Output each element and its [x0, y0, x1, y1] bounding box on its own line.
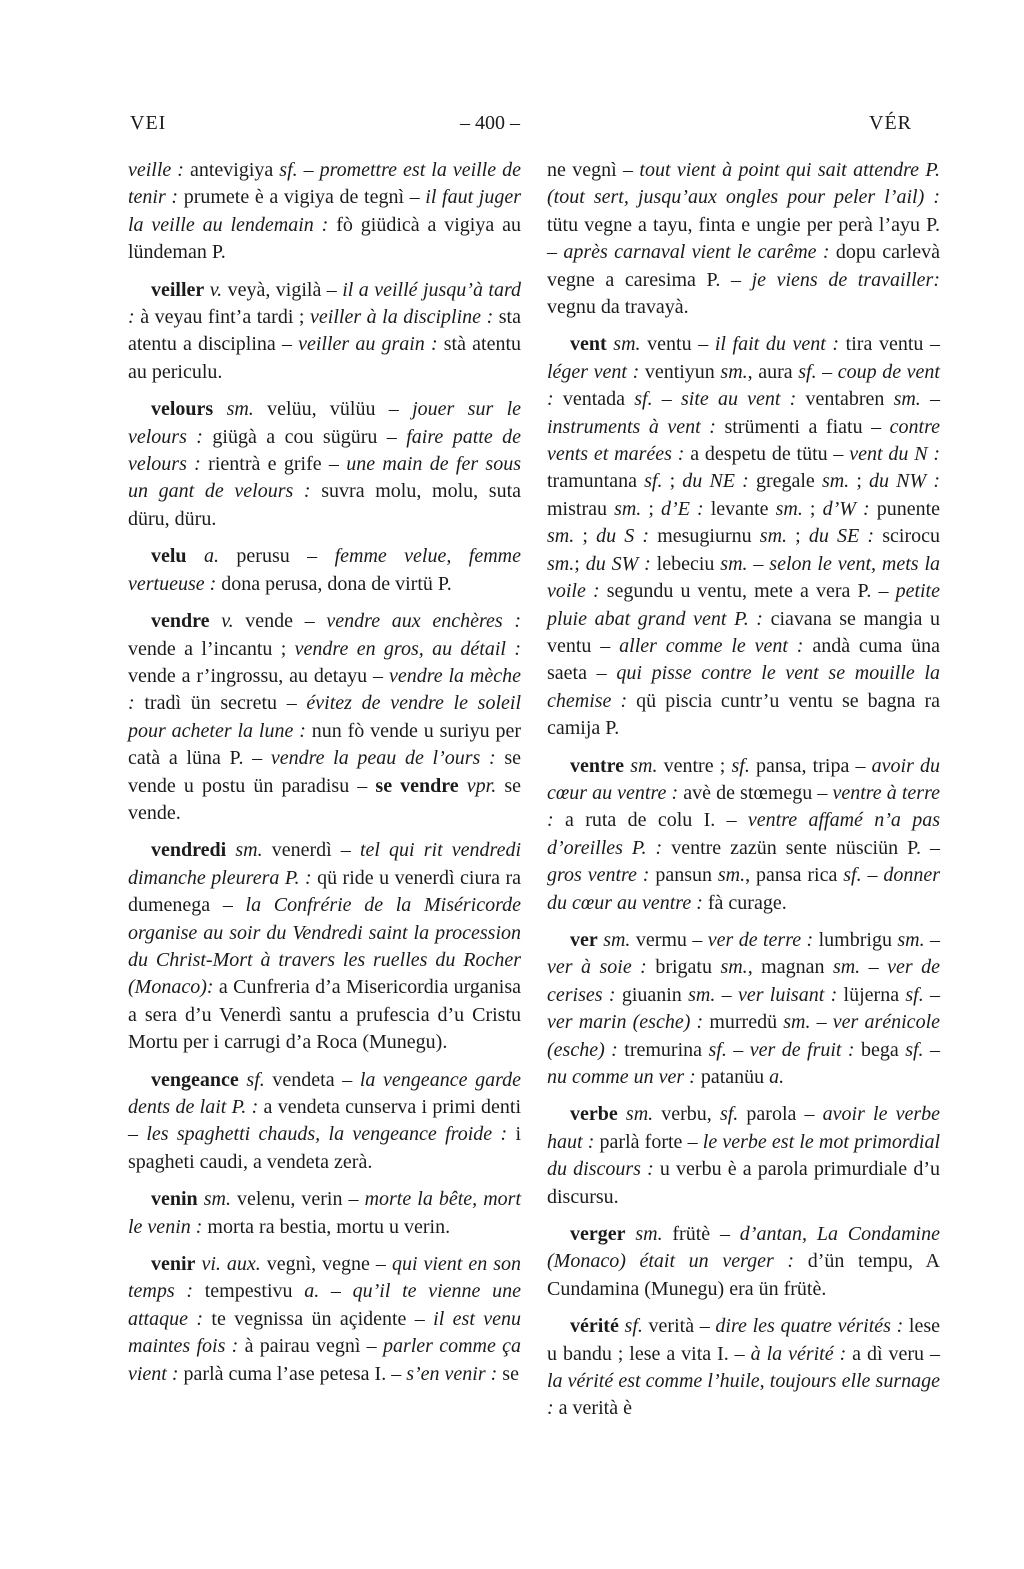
translation-text: ;: [802, 497, 823, 520]
italic-phrase: sm.: [688, 983, 716, 1006]
translation-text: ;: [574, 552, 586, 575]
translation-text: parlà cuma l’ase petesa I. –: [178, 1362, 407, 1385]
translation-text: velenu, verin –: [230, 1188, 365, 1211]
italic-phrase: vendre la mèche :: [128, 664, 521, 715]
italic-phrase: sf.: [905, 1038, 924, 1061]
translation-text: [210, 610, 222, 632]
headword: se vendre: [375, 774, 459, 797]
italic-phrase: vendre la peau de l’ours :: [270, 747, 496, 770]
italic-phrase: du SE :: [808, 525, 875, 548]
translation-text: a Cunfreria d’a Misericordia urganisa a sera d’u Venerdì santu a prufescia d’u Cristu Mortu per i carrugi d’a Roca (Munegu).: [128, 976, 521, 1054]
italic-phrase: sm.: [897, 928, 925, 951]
italic-phrase: à la vérité :: [750, 1342, 847, 1365]
translation-text: [459, 775, 467, 797]
italic-phrase: ver de fruit :: [749, 1038, 855, 1061]
italic-phrase: sm.: [821, 470, 850, 493]
dictionary-entry: [547, 753, 940, 917]
headword: venin: [151, 1188, 198, 1211]
italic-phrase: qui pisse contre le vent se mouille la chemise :: [547, 662, 940, 712]
italic-phrase: tel qui rit vendredi dimanche pleurera P. :: [128, 839, 521, 889]
italic-phrase: ver à soie :: [547, 956, 647, 979]
translation-text: qü piscia cuntr’u ventu se bagna ra camija P.: [547, 689, 940, 740]
italic-phrase: ver arénicole (esche) :: [547, 1011, 940, 1061]
page-number: – 400 –: [460, 112, 520, 134]
italic-phrase: vi. aux.: [201, 1253, 261, 1276]
translation-text: gregale: [748, 470, 822, 493]
headword: veiller: [151, 278, 205, 301]
italic-phrase: ver marin (esche) :: [547, 1011, 704, 1034]
headword: vent: [570, 333, 607, 356]
italic-phrase: sf.: [731, 754, 750, 777]
dictionary-entry: [128, 1067, 521, 1177]
italic-phrase: ventre à terre :: [547, 781, 940, 832]
italic-phrase: v.: [221, 610, 234, 633]
italic-phrase: qu’il te vienne une attaque :: [128, 1280, 521, 1330]
translation-text: à veyau fint’a tardi ;: [134, 306, 311, 329]
translation-text: giuanin: [615, 983, 689, 1006]
italic-phrase: veiller au grain :: [298, 333, 438, 356]
italic-phrase: qui vient en son temps :: [128, 1253, 522, 1303]
translation-text: tempestivu: [193, 1280, 305, 1303]
translation-text: i spagheti caudi, a vendeta zerà.: [128, 1123, 522, 1173]
translation-text: prumete è a vigiya de tegnì –: [178, 186, 426, 209]
translation-text: dopu carlevà vegne a caresima P. –: [547, 241, 940, 291]
translation-text: tira ventu –: [839, 333, 941, 356]
italic-phrase: le verbe est le mot primordial du discours :: [547, 1130, 941, 1181]
header-left-keyword: VEI: [130, 112, 167, 134]
italic-phrase: la Confrérie de la Miséricorde organise au soir du Vendredi saint la procession du Christ-Mort à travers les ruelles du Rocher (Monaco):: [128, 894, 521, 999]
italic-phrase: vendre en gros, au détail :: [294, 637, 521, 660]
translation-text: ;: [574, 525, 597, 548]
translation-text: strümenti a fiatu –: [715, 415, 890, 438]
translation-text: d’ün tempu, A Cundamina (Munegu) era ün frütè.: [547, 1250, 940, 1300]
italic-phrase: donner du cœur au ventre :: [547, 864, 940, 914]
italic-phrase: sm.: [893, 388, 921, 411]
translation-text: ;: [787, 525, 809, 548]
headword: venir: [151, 1253, 196, 1276]
translation-text: pansa, tripa –: [749, 754, 872, 777]
italic-phrase: d’antan, La Condamine (Monaco) était un verger :: [547, 1223, 940, 1273]
translation-text: bega: [854, 1038, 906, 1061]
italic-phrase: je viens de travailler:: [751, 268, 940, 291]
italic-phrase: veiller à la discipline :: [310, 306, 494, 329]
dictionary-entry: [547, 1101, 940, 1211]
translation-text: tradì ün secretu –: [134, 692, 307, 715]
italic-phrase: ver de terre :: [707, 928, 814, 951]
translation-text: vende –: [233, 610, 327, 633]
translation-text: morta ra bestia, mortu u verin.: [202, 1215, 451, 1238]
italic-phrase: sm.: [226, 398, 254, 421]
italic-phrase: il a veillé jusqu’à tard :: [128, 278, 522, 329]
italic-phrase: sm.: [547, 552, 575, 575]
italic-phrase: v.: [209, 278, 223, 301]
translation-text: , pansa rica: [745, 864, 844, 887]
italic-phrase: sf.: [634, 388, 653, 411]
translation-text: ;: [662, 470, 683, 493]
translation-text: [213, 398, 226, 420]
italic-phrase: promettre est la veille de tenir :: [128, 159, 521, 209]
italic-phrase: sf.: [798, 360, 817, 383]
right-column: [547, 157, 940, 1433]
italic-phrase: s’en venir :: [406, 1362, 498, 1385]
italic-phrase: coup de vent :: [547, 360, 940, 411]
translation-text: lumbrigu: [813, 928, 898, 951]
translation-text: tütu vegne a tayu, finta e ungie per perà l’ayu P. –: [547, 213, 940, 264]
dictionary-entry: [547, 1221, 940, 1303]
italic-phrase: parler comme ça vient :: [128, 1335, 521, 1385]
continuation-paragraph: [128, 157, 521, 267]
translation-text: –: [861, 864, 884, 887]
translation-text: ventiyun: [639, 360, 721, 383]
headword: velours: [151, 398, 214, 421]
italic-phrase: nu comme un ver :: [547, 1066, 696, 1088]
translation-text: mesugiurnu: [649, 525, 760, 548]
translation-text: –: [920, 388, 941, 411]
italic-phrase: d’W :: [822, 497, 870, 520]
translation-text: avè de stœmegu –: [678, 781, 833, 804]
headword: verger: [570, 1223, 626, 1246]
translation-text: ventada: [553, 388, 635, 411]
translation-text: vendeta –: [264, 1068, 360, 1091]
translation-text: ;: [849, 470, 870, 493]
translation-text: verbu,: [653, 1103, 720, 1126]
italic-phrase: veille :: [128, 159, 184, 181]
italic-phrase: avoir du cœur au ventre :: [547, 754, 941, 804]
translation-text: vende a r’ingrossu, au detayu –: [128, 664, 389, 687]
translation-text: –: [652, 388, 681, 411]
italic-phrase: selon le vent, mets la voile :: [547, 552, 941, 603]
text-columns: [128, 157, 940, 1433]
italic-phrase: sm.: [783, 1011, 811, 1034]
italic-phrase: du SW :: [585, 552, 651, 575]
italic-phrase: petite pluie abat grand vent P. :: [547, 580, 940, 630]
translation-text: veyà, vigilà –: [222, 278, 343, 301]
page-header: [128, 112, 940, 142]
headword: ventre: [570, 754, 625, 777]
italic-phrase: sf.: [905, 983, 924, 1006]
italic-phrase: sm.: [635, 1223, 663, 1246]
translation-text: vende a l’incantu ;: [128, 637, 295, 660]
italic-phrase: du NW :: [869, 470, 940, 493]
italic-phrase: sm.: [759, 525, 788, 548]
dictionary-entry: [547, 927, 940, 1091]
italic-phrase: une main de fer sous un gant de velours :: [128, 453, 521, 503]
translation-text: , magnan: [747, 956, 833, 979]
dictionary-entry: [128, 277, 521, 387]
italic-phrase: sf.: [708, 1038, 727, 1061]
translation-text: qü ride u venerdì ciura ra dumenega –: [128, 866, 522, 917]
translation-text: a vendeta cunserva i primi denti –: [128, 1096, 522, 1146]
translation-text: tremurina: [617, 1038, 709, 1061]
italic-phrase: sf.: [843, 864, 862, 887]
italic-phrase: tout vient à point qui sait attendre P. (tout sert, jusqu’aux ongles pour peler l’ail) :: [547, 159, 940, 209]
italic-phrase: aller comme le vent :: [619, 634, 804, 657]
translation-text: fà curage.: [702, 891, 787, 914]
italic-phrase: morte la bête, mort le venin :: [128, 1188, 522, 1238]
italic-phrase: instruments à vent :: [547, 415, 716, 438]
italic-phrase: sf.: [279, 159, 298, 181]
translation-text: –: [715, 983, 738, 1006]
italic-phrase: sm.: [775, 497, 803, 520]
translation-text: lüjerna: [837, 983, 906, 1006]
translation-text: –: [923, 983, 941, 1006]
italic-phrase: évitez de vendre le soleil pour acheter la lune :: [128, 692, 522, 742]
translation-text: [626, 1223, 636, 1245]
translation-text: [226, 839, 235, 861]
translation-text: ventre zazün sente nüsciün P. –: [662, 836, 940, 859]
translation-text: vegnì, vegne –: [260, 1253, 392, 1276]
translation-text: nun fò vende u suriyu per catà a lüna P. –: [128, 719, 522, 770]
translation-text: tramuntana: [547, 470, 645, 493]
translation-text: sta atentu a disciplina –: [128, 306, 521, 356]
translation-text: à pairau vegnì –: [238, 1335, 383, 1358]
translation-text: lese u bandu ; lese a vita I. –: [547, 1315, 941, 1365]
headword: vendre: [151, 610, 210, 633]
italic-phrase: sm.: [603, 928, 631, 951]
translation-text: velüu, vülüu –: [253, 398, 413, 421]
translation-text: –: [319, 1280, 353, 1303]
dictionary-entry: [128, 396, 521, 533]
translation-text: fò giüdicà a vigiya au lündeman P.: [128, 213, 521, 264]
italic-phrase: ver de cerises :: [547, 956, 941, 1006]
translation-text: segundu u ventu, mete a vera P. –: [599, 580, 896, 603]
translation-text: –: [297, 159, 320, 181]
italic-phrase: ver luisant :: [737, 983, 838, 1006]
italic-phrase: sm.: [717, 864, 746, 887]
translation-text: punente: [869, 497, 941, 520]
dictionary-entry: [547, 331, 940, 742]
dictionary-entry: [547, 1313, 940, 1423]
translation-text: levante: [703, 497, 776, 520]
italic-phrase: ventre affamé n’a pas d’oreilles P. :: [547, 809, 940, 859]
translation-text: a dì veru –: [846, 1342, 940, 1365]
translation-text: –: [810, 1011, 833, 1034]
translation-text: se: [497, 1362, 519, 1385]
translation-text: se vende u postu ün paradisu –: [128, 747, 521, 797]
translation-text: vermu –: [630, 928, 708, 951]
translation-text: , aura: [747, 360, 799, 383]
italic-phrase: les spaghetti chauds, la vengeance froide :: [146, 1123, 508, 1146]
translation-text: –: [816, 360, 838, 383]
italic-phrase: contre vents et marées :: [547, 415, 940, 466]
italic-phrase: sf.: [624, 1315, 643, 1338]
translation-text: ciavana se mangia u ventu –: [547, 607, 940, 657]
italic-phrase: avoir le verbe haut :: [547, 1103, 940, 1153]
translation-text: ventre ;: [657, 754, 732, 777]
headword: velu: [151, 545, 187, 568]
dictionary-entry: [128, 608, 521, 827]
translation-text: brigatu: [646, 956, 721, 979]
translation-text: [187, 545, 204, 567]
italic-phrase: d’E :: [661, 497, 704, 520]
translation-text: parlà forte –: [594, 1130, 703, 1153]
translation-text: suvra molu, molu, suta düru, düru.: [128, 480, 521, 530]
italic-phrase: la vengeance garde dents de lait P. :: [128, 1068, 521, 1118]
italic-phrase: sm.: [720, 360, 748, 383]
translation-text: a ruta de colu I. –: [553, 809, 748, 832]
dictionary-entry: [128, 1186, 521, 1241]
italic-phrase: léger vent :: [547, 360, 640, 383]
translation-text: u verbu è a parola primurdiale d’u discursu.: [547, 1158, 940, 1208]
translation-text: antevigiya: [183, 159, 280, 181]
dictionary-entry: [128, 1251, 521, 1388]
translation-text: ventu –: [640, 333, 715, 356]
italic-phrase: sf.: [719, 1103, 739, 1126]
translation-text: –: [726, 1038, 750, 1061]
italic-phrase: sm.: [625, 1103, 654, 1126]
translation-text: andà cuma üna saeta –: [547, 634, 940, 685]
translation-text: perusu –: [218, 545, 335, 568]
italic-phrase: vpr.: [466, 774, 497, 797]
headword: verbe: [570, 1103, 618, 1126]
translation-text: ne vegnì –: [547, 159, 640, 181]
italic-phrase: sm.: [235, 839, 263, 862]
translation-text: venerdì –: [262, 839, 360, 862]
translation-text: –: [860, 956, 888, 979]
italic-phrase: sm.: [720, 552, 748, 575]
translation-text: [618, 1103, 626, 1125]
translation-text: vegnu da travayà.: [547, 296, 689, 319]
translation-text: rientrà e grife –: [200, 453, 347, 476]
italic-phrase: il faut juger la veille au lendemain :: [128, 186, 522, 236]
italic-phrase: a.: [769, 1066, 785, 1088]
dictionary-entry: [128, 837, 521, 1056]
headword: vengeance: [151, 1068, 239, 1091]
translation-text: patanüu: [695, 1066, 770, 1088]
translation-text: te vegnissa ün açidente –: [203, 1307, 434, 1330]
italic-phrase: il est venu maintes fois :: [128, 1307, 521, 1358]
headword: vendredi: [151, 839, 227, 862]
translation-text: pansun: [649, 864, 718, 887]
translation-text: murredü: [703, 1011, 784, 1034]
italic-phrase: du NE :: [682, 470, 749, 493]
translation-text: ;: [641, 497, 662, 520]
translation-text: –: [747, 552, 770, 575]
italic-phrase: a.: [304, 1280, 320, 1303]
italic-phrase: sm.: [832, 956, 861, 979]
italic-phrase: dire les quatre vérités :: [715, 1315, 904, 1338]
translation-text: verità –: [642, 1315, 716, 1338]
italic-phrase: sf.: [644, 470, 663, 493]
translation-text: scirocu: [874, 525, 940, 548]
italic-phrase: sm.: [614, 497, 642, 520]
translation-text: frütè –: [662, 1223, 740, 1246]
italic-phrase: sm.: [547, 525, 575, 548]
translation-text: mistrau: [547, 497, 615, 520]
italic-phrase: la vérité est comme l’huile, toujours elle surnage :: [547, 1370, 940, 1420]
translation-text: –: [923, 1038, 941, 1061]
translation-text: dona perusa, dona de virtü P.: [216, 572, 452, 595]
italic-phrase: sf.: [246, 1068, 265, 1091]
header-right-keyword: VÉR: [869, 112, 912, 134]
italic-phrase: a.: [203, 545, 219, 568]
italic-phrase: femme velue, femme vertueuse :: [128, 545, 521, 595]
italic-phrase: sm.: [613, 333, 641, 356]
italic-phrase: du S :: [596, 525, 650, 548]
dictionary-entry: [128, 543, 521, 598]
italic-phrase: sm.: [203, 1188, 231, 1211]
translation-text: lebeciu: [650, 552, 721, 575]
translation-text: parola –: [738, 1103, 823, 1126]
translation-text: a verità è: [553, 1397, 632, 1420]
translation-text: –: [924, 928, 941, 951]
italic-phrase: sm.: [630, 754, 658, 777]
italic-phrase: faire patte de velours :: [128, 425, 522, 476]
translation-text: se vende.: [128, 774, 521, 824]
translation-text: stà atentu au periculu.: [128, 333, 521, 383]
italic-phrase: site au vent :: [680, 388, 797, 411]
italic-phrase: sm.: [720, 956, 748, 979]
translation-text: ventabren: [796, 388, 894, 411]
italic-phrase: vendre aux enchères :: [326, 610, 521, 633]
continuation-paragraph: [547, 157, 940, 321]
italic-phrase: jouer sur le velours :: [128, 398, 522, 448]
left-column: [128, 157, 521, 1433]
translation-text: giügà a cou sügüru –: [202, 425, 407, 448]
translation-text: a despetu de tütu –: [684, 443, 850, 466]
italic-phrase: après carnaval vient le carême :: [563, 241, 830, 264]
italic-phrase: il fait du vent :: [714, 333, 840, 356]
headword: ver: [570, 928, 598, 951]
italic-phrase: gros ventre :: [547, 864, 650, 887]
italic-phrase: vent du N :: [849, 443, 941, 466]
headword: vérité: [570, 1315, 619, 1338]
